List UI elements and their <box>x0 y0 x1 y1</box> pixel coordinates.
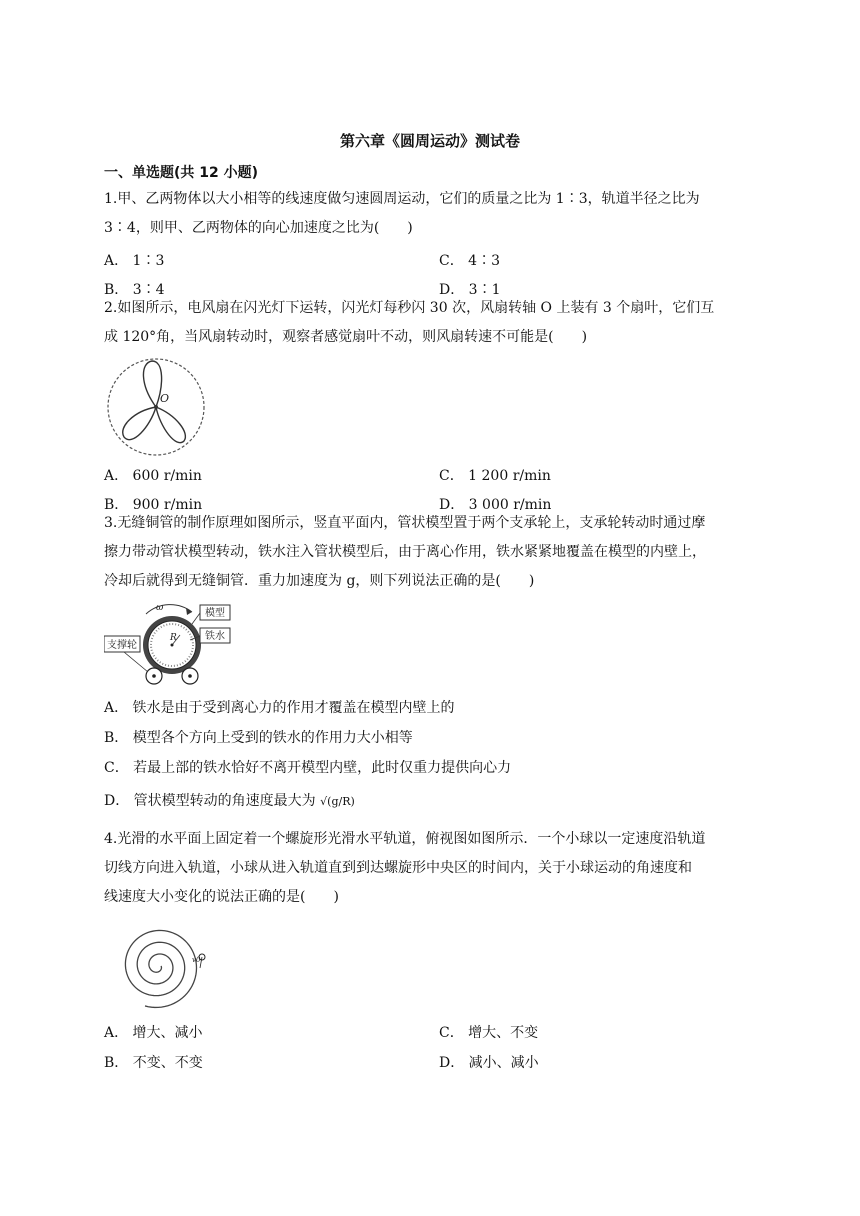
question-3-line-3: 冷却后就得到无缝铜管．重力加速度为 g，则下列说法正确的是( ) <box>104 573 535 589</box>
mold-label: 模型 <box>205 608 225 619</box>
fan-blade-right <box>156 407 185 443</box>
question-1 <box>104 185 758 243</box>
question-3-line-2: 擦力带动管状模型转动，铁水注入管状模型后，由于离心作用，铁水紧紧地覆盖在模型的内壁上， <box>104 544 706 560</box>
pipe-casting-figure <box>104 602 234 688</box>
wheel-label: 支撑轮 <box>107 640 137 651</box>
support-wheel-left-axle <box>152 674 156 678</box>
q1-option-c: C． 4∶3 <box>439 253 500 269</box>
q1-option-a: A． 1∶3 <box>104 253 165 269</box>
section-heading: 一、单选题(共 12 小题) <box>104 165 259 181</box>
q2-option-d: D． 3 000 r/min <box>439 497 552 513</box>
q1-option-b: B． 3∶4 <box>104 282 165 298</box>
q2-option-b: B． 900 r/min <box>104 497 203 513</box>
fan-blades <box>123 361 186 443</box>
q3-option-c: C． 若最上部的铁水恰好不离开模型内壁，此时仅重力提供向心力 <box>104 760 512 776</box>
rotation-arrowhead <box>186 608 192 615</box>
mold-center <box>171 644 174 647</box>
q4-option-b: B． 不变、不变 <box>104 1055 203 1071</box>
omega-label: ω <box>156 603 164 613</box>
question-4-line-2: 切线方向进入轨道，小球从进入轨道直到到达螺旋形中央区的时间内，关于小球运动的角速度和 <box>104 860 692 876</box>
radius-label: R <box>170 633 177 643</box>
spiral-track-figure <box>104 922 220 1010</box>
question-1-line-2: 3∶4，则甲、乙两物体的向心加速度之比为( ) <box>104 220 413 236</box>
question-2-line-1: 2.如图所示，电风扇在闪光灯下运转，闪光灯每秒闪 30 次，风扇转轴 O 上装有 3 个扇叶，它们互 <box>104 300 715 316</box>
question-1-line-1: 1.甲、乙两物体以大小相等的线速度做匀速圆周运动，它们的质量之比为 1∶3，轨道半径之比为 <box>104 191 700 207</box>
spiral-track <box>125 930 196 1007</box>
mold-pointer <box>192 613 200 624</box>
question-2-line-2: 成 120°角，当风扇转动时，观察者感觉扇叶不动，则风扇转速不可能是( ) <box>104 329 588 345</box>
q3-option-a: A． 铁水是由于受到离心力的作用才覆盖在模型内壁上的 <box>104 700 455 716</box>
page-title: 第六章《圆周运动》测试卷 <box>339 132 520 150</box>
question-3-line-1: 3.无缝铜管的制作原理如图所示，竖直平面内，管状模型置于两个支承轮上，支承轮转动时通过摩 <box>104 515 706 531</box>
q1-option-d: D． 3∶1 <box>439 282 501 298</box>
question-3 <box>104 509 758 596</box>
v0-label: v0 <box>192 956 201 964</box>
rotation-arrow <box>146 605 192 614</box>
fan-figure <box>104 355 208 459</box>
iron-label: 铁水 <box>205 631 225 642</box>
fan-axis <box>154 405 158 409</box>
q4-option-d: D． 减小、减小 <box>439 1055 539 1071</box>
q2-option-a: A． 600 r/min <box>104 468 202 484</box>
question-4 <box>104 825 758 912</box>
sqrt-formula: √(g/R) <box>320 794 355 808</box>
q3-option-d-text: D． 管状模型转动的角速度最大为 <box>104 793 316 809</box>
fan-axis-label: O <box>160 392 170 405</box>
fan-blade-top <box>143 361 161 407</box>
q3-option-b: B． 模型各个方向上受到的铁水的作用力大小相等 <box>104 730 413 746</box>
question-4-line-1: 4.光滑的水平面上固定着一个螺旋形光滑水平轨道，俯视图如图所示．一个小球以一定速度沿轨道 <box>104 831 706 847</box>
q2-option-c: C． 1 200 r/min <box>439 468 551 484</box>
q4-option-a: A． 增大、减小 <box>104 1025 203 1041</box>
question-4-line-3: 线速度大小变化的说法正确的是( ) <box>104 889 339 905</box>
support-wheel-right-axle <box>188 674 192 678</box>
question-2 <box>104 294 758 352</box>
wheel-pointer <box>124 652 148 672</box>
fan-blade-left <box>123 407 156 440</box>
q3-option-d <box>104 790 355 810</box>
q4-option-c: C． 增大、不变 <box>439 1025 539 1041</box>
